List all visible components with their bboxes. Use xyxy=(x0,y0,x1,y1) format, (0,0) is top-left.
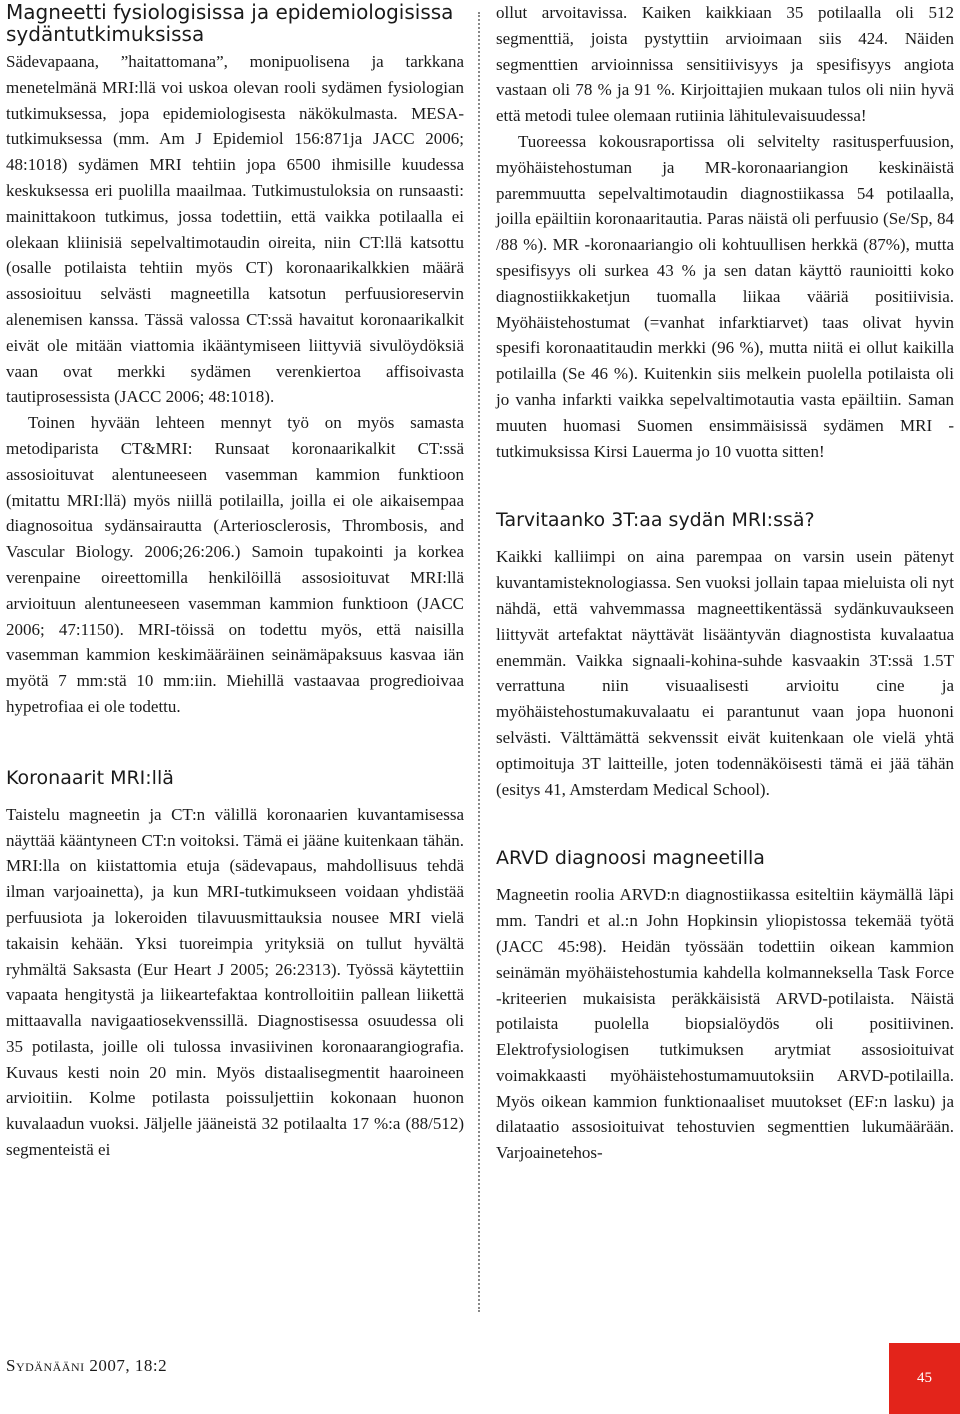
spacer xyxy=(6,720,464,766)
body-paragraph: Magneetin roolia ARVD:n diagnostiikassa esiteltiin käymällä läpi mm. Tandri et al.:n John Hopkinsin yliopistossa tekemää työtä (JACC 45:98). Heidän työssään todettiin oikean kammion seinämän myöhäistehostumia kahdella kolmanneksella Task Force -kriteerien mukaisista peräkkäisistä ARVD-potilaista. Näistä potilaista puolella biopsialöydös oli positiivinen. Elektrofysiologisen tutkimuksen arytmiat assosioituivat voimakkaasti myöhäistehostumamuutoksiin ARVD-potilailla. Myös oikean kammion funktionaaliset muutokset (EF:n lasku) ja dilataatio assosioituivat tehostuvien segmenttien lukumäärään. Varjoainetehos- xyxy=(496,885,954,1163)
right-column xyxy=(496,0,954,1166)
spacer xyxy=(496,802,954,846)
section-heading-3t: Tarvitaanko 3T:aa sydän MRI:ssä? xyxy=(496,509,815,532)
section-heading-coronaries: Koronaarit MRI:llä xyxy=(6,766,174,789)
page-number-box xyxy=(889,1343,960,1414)
spacer xyxy=(496,532,954,544)
body-paragraph: ollut arvoitavissa. Kaiken kaikkiaan 35 potilaalla oli 512 segmenttiä, joista pystyttiin arvioimaan siis 424. Näiden segmenttien arvioinnissa sensitiivisyys ja spesifisyys angiota vastaan oli 78 % ja 91 %. Kirjoittajien mukaan tulos oli niin hyvä että metodi tulee olemaan rutiinia lähitulevaisuudessa! xyxy=(496,3,954,126)
article-heading: Magneetti fysiologisissa ja epidemiologisissa sydäntutkimuksissa xyxy=(6,0,454,46)
body-paragraph: Kaikki kalliimpi on aina parempaa on varsin usein pätenyt kuvantamisteknologiassa. Sen vuoksi jollain tapaa mieluista oli nyt nähdä, että vahvemmassa magneettikentässä sydänkuvaukseen liittyvät artefaktat näyttävät lisääntyvän diagnostista kuvalaatua enemmän. Vaikka signaali-kohina-suhde kasvaakin 3T:ssä 1.5T verrattuna niin visuaalisesti arvioitu cine ja myöhäistehostumakuvalaatu ei parantunut vaan jopa huononi selvästi. Välttämättä sekvenssit eivät kuitenkaan ole vielä yhtä optimoituja 3T laitteille, joten todennäköisesti tämä ei jää tähän (esitys 41, Amsterdam Medical School). xyxy=(496,547,954,799)
left-column xyxy=(6,0,464,1163)
spacer xyxy=(6,790,464,802)
body-paragraph: Sädevapaana, ”haitattomana”, monipuolisena ja tarkkana menetelmänä MRI:llä voi uskoa olevan rooli sydämen fysiologian tutkimuksessa, jopa epidemiologisesta näkökulmasta. MESA-tutkimuksessa (mm. Am J Epidemiol 156:871ja JACC 2006; 48:1018) sydämen MRI tehtiin jopa 6500 ihmisille kuudessa keskuksessa eri puolilla maailmaa. Tutkimustuloksia on runsaasti: mainittakoon tutkimus, jossa todettiin, että vaikka potilaalla ei olekaan kliinisiä sepelvaltimotaudin oireita, niin CT:llä katsottu (osalle potilaista tehtiin myös CT) koronaarikalkkien määrä assosioituu selvästi magneetilla katsotun perfuusioreservin alenemisen kanssa. Tässä valossa CT:ssä havaitut koronaarikalkit eivät ole mitään viattomia ikääntymiseen liittyviä sivulöydöksiä vaan ovat merkki sydämen verenkiertoa affisoivasta tautiprosessista (JACC 2006; 48:1018). xyxy=(6,52,464,407)
spacer xyxy=(496,870,954,882)
page-number: 45 xyxy=(917,1370,932,1386)
section-heading-arvd: ARVD diagnoosi magneetilla xyxy=(496,847,765,870)
body-paragraph: Toinen hyvään lehteen mennyt työ on myös samasta metodiparista CT&MRI: Runsaat koronaarikalkit CT:ssä assosioituvat alentuneeseen vasemman kammion funktioon (mitattu MRI:llä) myös niillä potilailla, joilla ei ole aikaisempaa diagnosoitua sydänsairautta (Arteriosclerosis, Thrombosis, and Vascular Biology. 2006;26:206.) Samoin tupakointi ja korkea verenpaine oireettomilla henkilöillä assosioituvat MRI:llä arvioituun alentuneeseen vasemman kammion funktioon (JACC 2006; 47:1150). MRI-töissä on todettu myös, että naisilla vasemman kammion keskimääräinen seinämäpaksuus kasvaa iän myötä 7 mm:stä 10 mm:iin. Miehillä vastaavaa progredioivaa hypetrofiaa ei ole todettu. xyxy=(6,413,464,716)
column-divider xyxy=(478,12,480,1312)
journal-footer: Sydänääni 2007, 18:2 xyxy=(6,1356,168,1375)
body-paragraph: Taistelu magneetin ja CT:n välillä koronaarien kuvantamisessa näyttää kääntyneen CT:n voitoksi. Tämä ei jääne kuitenkaan tähän. MRI:lla on kiistattomia etuja (sädevapaus, mahdollisuus tehdä ilman varjoainetta), ja kun MRI-tutkimukseen voidaan yhdistää perfuusiota ja lokeroiden tilavuusmittauksia nousee MRI vielä takaisin kehään. Yksi tuoreimpia yrityksiä on tullut hyvältä ryhmältä Saksasta (Eur Heart J 2005; 26:2313). Työssä käytettiin vapaata hengitystä ja liikeartefaktaa kontrolloitiin pallean liikettä mittaavalla navigaatiosekvenssillä. Diagnostisessa osuudessa oli 35 potilasta, joille oli tulossa invasiivinen koronaarangiografia. Kuvaus kesti noin 20 min. Myös distaalisegmentit haaroineen arvioitiin. Kolme potilasta poissuljettiin kokonaan huonon kuvalaadun vuoksi. Jäljelle jääneistä 32 potilaalta 17 %:a (88/512) segmenteistä ei xyxy=(6,804,464,1160)
body-paragraph: Tuoreessa kokousraportissa oli selvitelty rasitusperfuusion, myöhäistehostuman ja MR-koronaariangion keskinäistä paremmuutta sepelvaltimotaudin diagnostiikassa 54 potilaalla, joilla epäiltiin koronaaritautia. Paras näistä oli perfuusio (Se/Sp, 84 /88 %). MR -koronaariangio oli kohtuullisen herkkä (87%), mutta spesifisyys oli surkea 43 % ja sen datan käyttö raunioitti koko diagnostiikkaketjun tuomalla liikaa vääriä positiivisia. Myöhäistehostumat (=vanhat infarktiarvet) taas olivat hyvin spesifi koronaatitaudin merkki (96 %), mutta niitä ei ollut kaikilla potilailla (Se 46 %). Kuitenkin siis melkein puolella potilaista oli jo vanha infarkti vaikka sepelvaltimotautia vasta epäiltiin. Saman muuten huomasi Suomen ensimmäisissä sydämen MRI -tutkimuksissa Kirsi Lauerma jo 10 vuotta sitten! xyxy=(496,131,954,461)
spacer xyxy=(496,464,954,508)
